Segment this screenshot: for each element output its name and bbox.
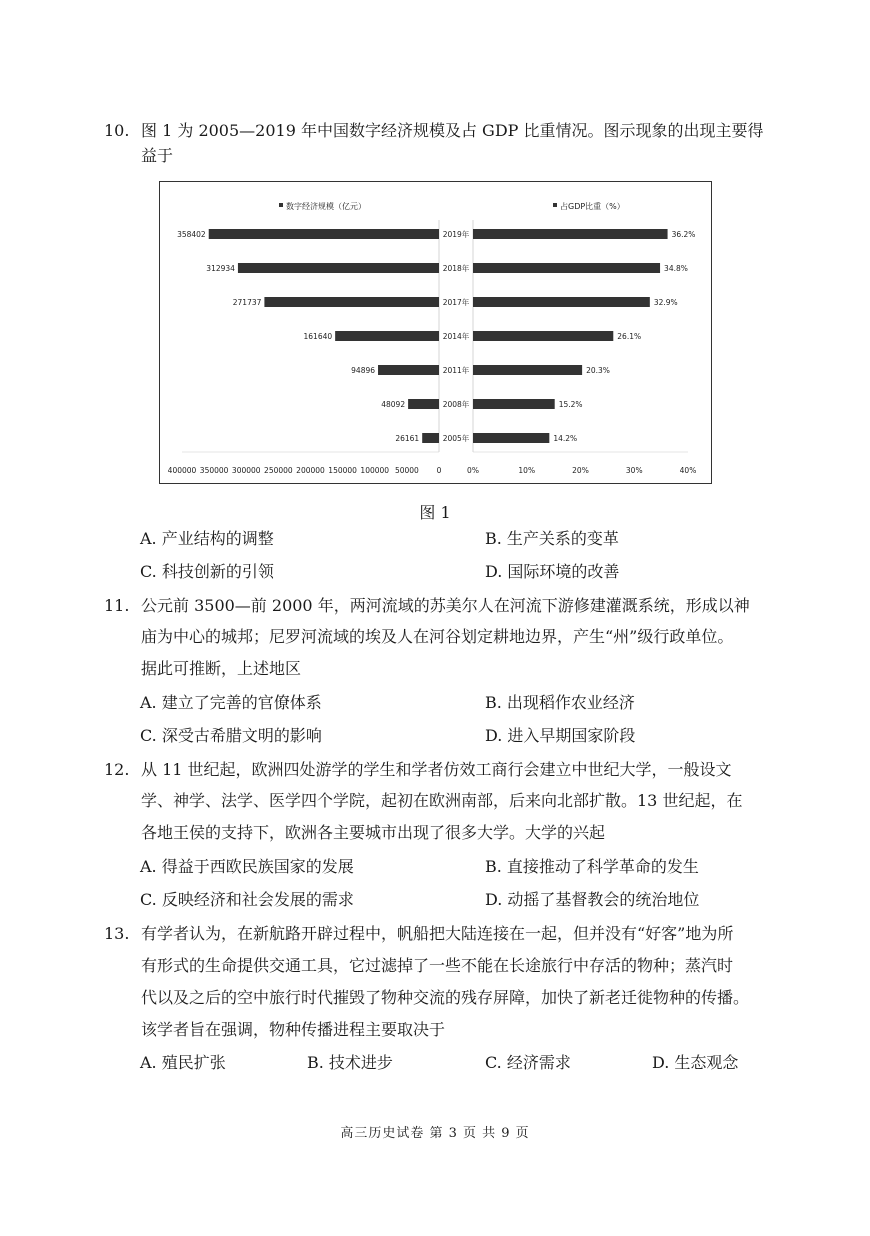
data-label-scale: 358402 xyxy=(177,230,206,239)
data-label-scale: 271737 xyxy=(232,298,262,307)
question-text-line: 益于 xyxy=(141,146,174,165)
tick-label-left-axis: 50000 xyxy=(394,466,419,475)
question-number: 12. xyxy=(104,760,130,779)
option-a: A. 殖民扩张 xyxy=(140,1053,226,1072)
tick-label-right-axis: 0% xyxy=(467,466,479,475)
option-a: A. 建立了完善的官僚体系 xyxy=(140,693,322,712)
bar-gdp-share xyxy=(473,433,549,443)
bar-gdp-share xyxy=(473,331,613,341)
question-text-line: 学、神学、法学、医学四个学院，起初在欧洲南部，后来向北部扩散。13 世纪起，在 xyxy=(141,791,743,810)
tick-label-right-axis: 20% xyxy=(572,466,589,475)
option-a: A. 产业结构的调整 xyxy=(140,529,274,548)
category-label-year: 2018年 xyxy=(442,264,470,273)
option-d: D. 生态观念 xyxy=(652,1053,739,1072)
data-label-gdp-share: 20.3% xyxy=(586,366,610,375)
figure-caption: 图 1 xyxy=(419,503,451,522)
bar-gdp-share xyxy=(473,229,668,239)
question-text-line: 有形式的生命提供交通工具，它过滤掉了一些不能在长途旅行中存活的物种；蒸汽时 xyxy=(141,956,734,975)
category-label-year: 2019年 xyxy=(442,230,470,239)
option-d: D. 国际环境的改善 xyxy=(485,562,620,581)
legend-swatch-left xyxy=(279,203,283,207)
tick-label-left-axis: 200000 xyxy=(296,466,325,475)
tick-label-left-axis: 300000 xyxy=(231,466,261,475)
question-number: 11. xyxy=(104,596,130,615)
data-label-scale: 161640 xyxy=(303,332,333,341)
question-text-line: 据此可推断，上述地区 xyxy=(141,659,302,678)
question-text-line: 代以及之后的空中旅行时代摧毁了物种交流的残存屏障，加快了新老迁徙物种的传播。 xyxy=(141,988,750,1007)
option-c: C. 经济需求 xyxy=(485,1053,571,1072)
page-footer: 高三历史试卷 第 3 页 共 9 页 xyxy=(340,1126,530,1141)
data-label-gdp-share: 26.1% xyxy=(617,332,642,341)
option-b: B. 技术进步 xyxy=(307,1053,393,1072)
option-c: C. 深受古希腊文明的影响 xyxy=(140,726,322,745)
bar-gdp-share xyxy=(473,297,650,307)
option-d: D. 动摇了基督教会的统治地位 xyxy=(485,890,700,909)
bar-digital-economy-scale xyxy=(378,365,439,375)
tick-label-left-axis: 150000 xyxy=(328,466,357,475)
chart-svg xyxy=(160,182,711,483)
question-text-line: 公元前 3500—前 2000 年，两河流域的苏美尔人在河流下游修建灌溉系统，形成以神 xyxy=(141,596,750,615)
bar-digital-economy-scale xyxy=(422,433,439,443)
question-number: 10. xyxy=(104,121,130,140)
tick-label-right-axis: 10% xyxy=(518,466,536,475)
question-text-line: 有学者认为，在新航路开辟过程中，帆船把大陆连接在一起，但并没有“好客”地为所 xyxy=(141,924,734,943)
bar-gdp-share xyxy=(473,263,660,273)
tick-label-left-axis: 100000 xyxy=(360,466,390,475)
data-label-scale: 94896 xyxy=(351,366,376,375)
tick-label-right-axis: 30% xyxy=(625,466,643,475)
question-text-line: 各地王侯的支持下，欧洲各主要城市出现了很多大学。大学的兴起 xyxy=(141,823,606,842)
bar-gdp-share xyxy=(473,365,582,375)
data-label-scale: 26161 xyxy=(395,434,420,443)
option-a: A. 得益于西欧民族国家的发展 xyxy=(140,857,354,876)
category-label-year: 2017年 xyxy=(442,298,470,307)
bar-digital-economy-scale xyxy=(209,229,439,239)
bar-digital-economy-scale xyxy=(408,399,439,409)
data-label-scale: 48092 xyxy=(381,400,406,409)
bar-digital-economy-scale xyxy=(238,263,439,273)
data-label-gdp-share: 34.8% xyxy=(664,264,688,273)
question-number: 13. xyxy=(104,924,130,943)
bar-gdp-share xyxy=(473,399,555,409)
tick-label-left-axis: 350000 xyxy=(199,466,229,475)
tick-label-left-axis: 400000 xyxy=(167,466,197,475)
data-label-gdp-share: 36.2% xyxy=(671,230,696,239)
bar-digital-economy-scale xyxy=(335,331,439,341)
question-text-line: 该学者旨在强调，物种传播进程主要取决于 xyxy=(141,1020,446,1039)
legend-right-label: 占GDP比重（%） xyxy=(560,202,625,211)
tick-label-left-axis: 0 xyxy=(436,466,442,475)
data-label-gdp-share: 14.2% xyxy=(553,434,578,443)
option-b: B. 直接推动了科学革命的发生 xyxy=(485,857,699,876)
question-text-line: 从 11 世纪起，欧洲四处游学的学生和学者仿效工商行会建立中世纪大学，一般设文 xyxy=(141,760,732,779)
bar-digital-economy-scale xyxy=(264,297,439,307)
question-text-line: 庙为中心的城邦；尼罗河流域的埃及人在河谷划定耕地边界，产生“州”级行政单位。 xyxy=(141,627,734,646)
question-text-line: 图 1 为 2005—2019 年中国数字经济规模及占 GDP 比重情况。图示现象的出现主要得 xyxy=(141,121,764,140)
tick-label-right-axis: 40% xyxy=(679,466,697,475)
data-label-gdp-share: 15.2% xyxy=(558,400,583,409)
option-c: C. 科技创新的引领 xyxy=(140,562,274,581)
category-label-year: 2014年 xyxy=(442,332,470,341)
legend-left-label: 数字经济规模（亿元） xyxy=(286,202,366,211)
option-b: B. 生产关系的变革 xyxy=(485,529,619,548)
category-label-year: 2008年 xyxy=(442,400,470,409)
data-label-scale: 312934 xyxy=(206,264,235,273)
data-label-gdp-share: 32.9% xyxy=(653,298,678,307)
tick-label-left-axis: 250000 xyxy=(264,466,293,475)
category-label-year: 2005年 xyxy=(442,434,470,443)
legend-swatch-right xyxy=(553,203,557,207)
option-c: C. 反映经济和社会发展的需求 xyxy=(140,890,354,909)
option-d: D. 进入早期国家阶段 xyxy=(485,726,636,745)
figure-1-chart xyxy=(159,181,712,484)
category-label-year: 2011年 xyxy=(442,366,470,375)
option-b: B. 出现稻作农业经济 xyxy=(485,693,635,712)
